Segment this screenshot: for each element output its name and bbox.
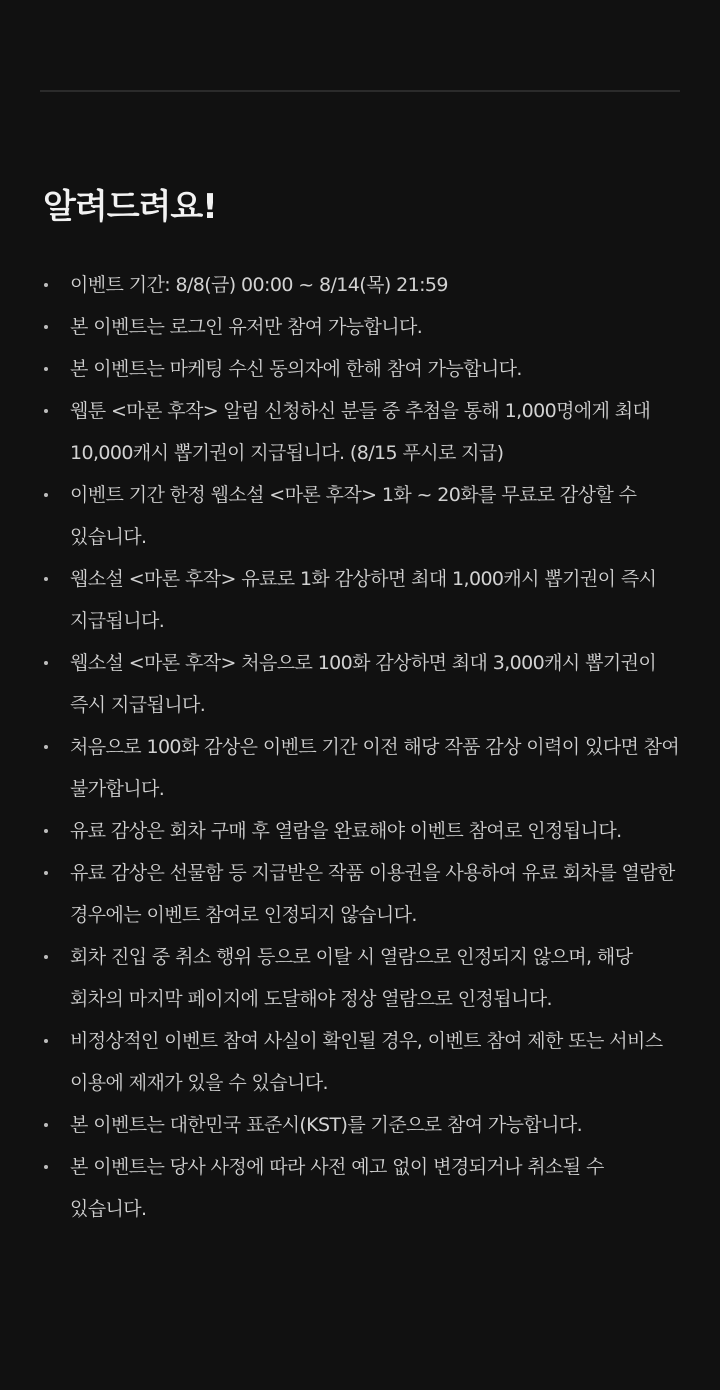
notice-item-abuse-policy [40, 1020, 685, 1104]
notice-item-text: 웹툰 <마론 후작> 알림 신청하신 분들 중 추첨을 통해 1,000명에게 최대 10,000캐시 뽑기권이 지급됩니다. (8/15 푸시로 지급) [70, 400, 651, 464]
section-divider [40, 90, 680, 92]
notice-item-text: 본 이벤트는 당사 사정에 따라 사전 예고 없이 변경되거나 취소될 수 있습니다. [70, 1156, 604, 1220]
notice-item-text: 유료 감상은 선물함 등 지급받은 작품 이용권을 사용하여 유료 회차를 열람한 경우에는 이벤트 참여로 인정되지 않습니다. [70, 862, 675, 926]
notice-item-text: 이벤트 기간 한정 웹소설 <마론 후작> 1화 ~ 20화를 무료로 감상할 수 있습니다. [70, 484, 637, 548]
notice-item-text: 웹소설 <마론 후작> 처음으로 100화 감상하면 최대 3,000캐시 뽑기권이 즉시 지급됩니다. [70, 652, 657, 716]
notice-item-free-episodes [40, 474, 685, 558]
notice-item-paid-reward [40, 558, 685, 642]
notice-item-gift-voucher-exclusion [40, 852, 685, 936]
notice-item-text: 회차 진입 중 취소 행위 등으로 이탈 시 열람으로 인정되지 않으며, 해당 회차의 마지막 페이지에 도달해야 정상 열람으로 인정됩니다. [70, 946, 633, 1010]
notice-item-login-only [40, 306, 685, 348]
notice-title: 알려드려요! [43, 187, 217, 227]
notice-item-text: 본 이벤트는 대한민국 표준시(KST)를 기준으로 참여 가능합니다. [70, 1114, 583, 1136]
notice-item-text: 웹소설 <마론 후작> 유료로 1화 감상하면 최대 1,000캐시 뽑기권이 즉시 지급됩니다. [70, 568, 657, 632]
notice-item-marketing-consent [40, 348, 685, 390]
notice-item-webtoon-raffle [40, 390, 685, 474]
notice-item-text: 이벤트 기간: 8/8(금) 00:00 ~ 8/14(목) 21:59 [70, 274, 448, 296]
notice-item-change-policy [40, 1146, 685, 1230]
notice-item-exit-rule [40, 936, 685, 1020]
notice-item-text: 처음으로 100화 감상은 이벤트 기간 이전 해당 작품 감상 이력이 있다면 참여 불가합니다. [70, 736, 680, 800]
event-notice-section [40, 180, 685, 1230]
notice-item-text: 본 이벤트는 마케팅 수신 동의자에 한해 참여 가능합니다. [70, 358, 522, 380]
notice-item-text: 본 이벤트는 로그인 유저만 참여 가능합니다. [70, 316, 423, 338]
notice-list [40, 264, 685, 1230]
notice-item-paid-view-condition [40, 810, 685, 852]
notice-item-text: 비정상적인 이벤트 참여 사실이 확인될 경우, 이벤트 참여 제한 또는 서비스 이용에 제재가 있을 수 있습니다. [70, 1030, 663, 1094]
notice-item-event-period [40, 264, 685, 306]
notice-item-100-episodes-reward [40, 642, 685, 726]
notice-item-history-restriction [40, 726, 685, 810]
notice-item-timezone [40, 1104, 685, 1146]
notice-item-text: 유료 감상은 회차 구매 후 열람을 완료해야 이벤트 참여로 인정됩니다. [70, 820, 622, 842]
